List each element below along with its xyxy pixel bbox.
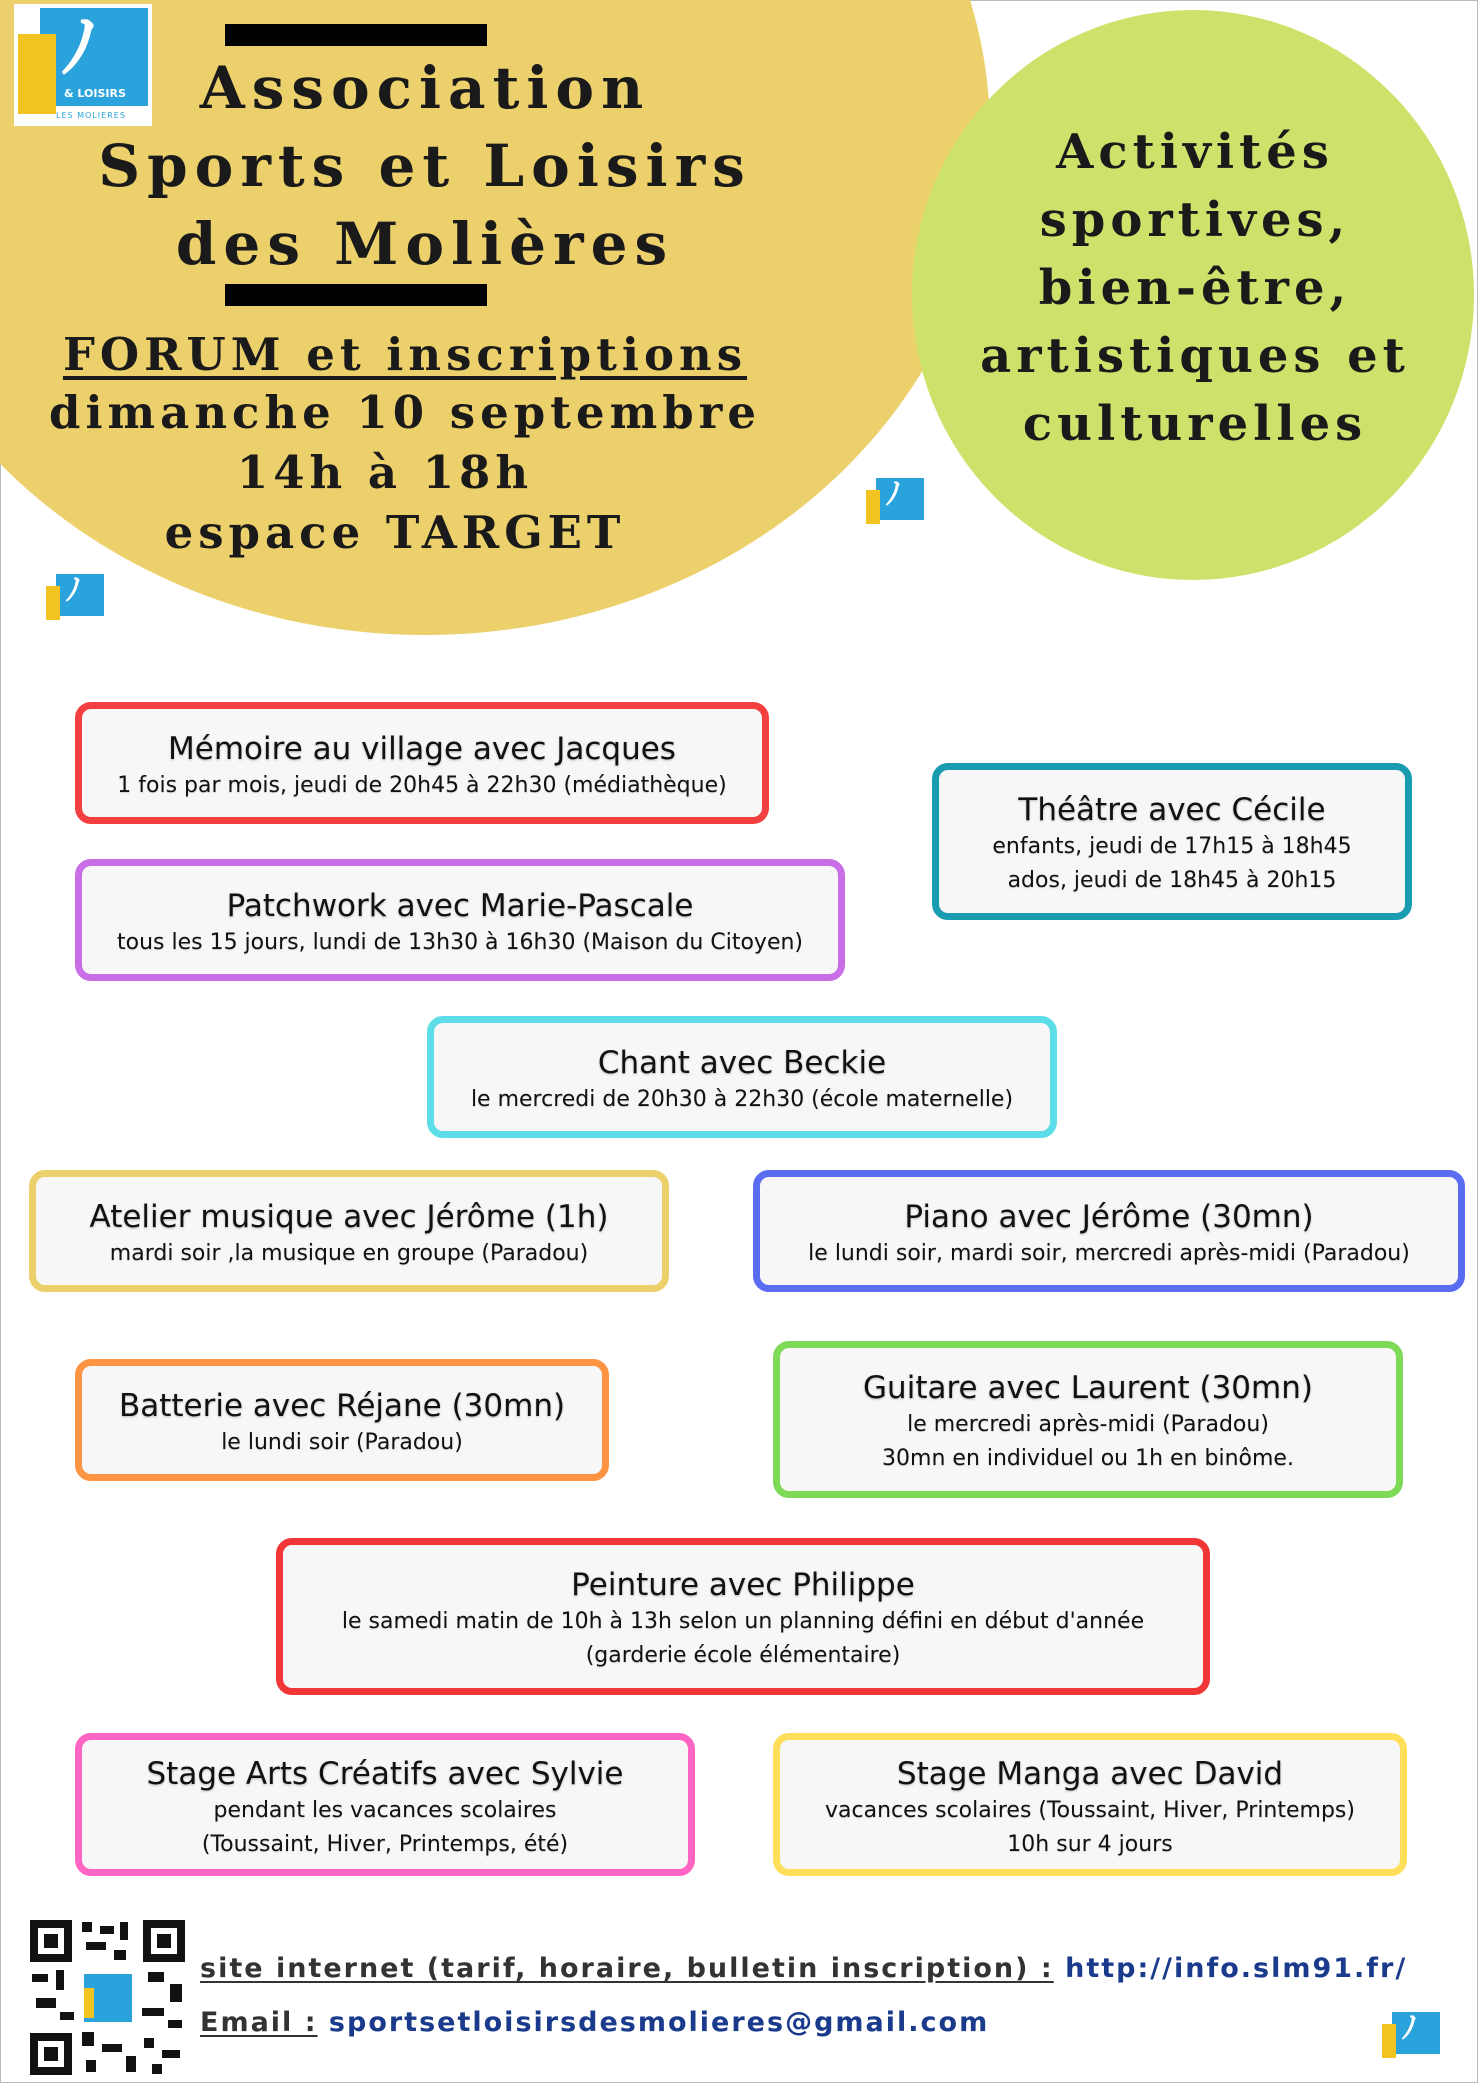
activity-detail: (Toussaint, Hiver, Printemps, été): [201, 1832, 569, 1857]
small-logo-middle: ﾉ: [862, 476, 928, 536]
forum-label: FORUM et inscriptions: [62, 328, 748, 381]
activity-guitare: [773, 1341, 1403, 1498]
tagline-line-4: artistiques et: [980, 328, 1410, 384]
activity-title: Piano avec Jérôme (30mn): [904, 1199, 1314, 1235]
tagline-line-3: bien-être,: [1038, 260, 1352, 316]
forum-hours: 14h à 18h: [236, 446, 534, 499]
activity-title: Stage Arts Créatifs avec Sylvie: [146, 1756, 624, 1792]
tagline: [930, 118, 1460, 458]
activity-batterie: [75, 1359, 609, 1481]
tagline-line-1: Activités: [1056, 124, 1334, 180]
small-logo-bottom-right: ﾉ: [1378, 2010, 1444, 2070]
website-label: site internet (tarif, horaire, bulletin inscription) :: [200, 1953, 1054, 1984]
activity-chant: [427, 1016, 1057, 1138]
activity-piano: [753, 1170, 1465, 1292]
activity-title: Patchwork avec Marie-Pascale: [226, 888, 694, 924]
activity-title: Guitare avec Laurent (30mn): [863, 1370, 1313, 1406]
tagline-line-2: sportives,: [1039, 192, 1351, 248]
activity-detail: le mercredi de 20h30 à 22h30 (école maternelle): [470, 1087, 1014, 1112]
title-bar-top: [225, 24, 487, 46]
forum-date: dimanche 10 septembre: [48, 386, 762, 439]
activity-title: Mémoire au village avec Jacques: [168, 731, 676, 767]
title-bar-bottom: [225, 284, 487, 306]
activity-detail: (garderie école élémentaire): [585, 1643, 901, 1668]
activity-title: Chant avec Beckie: [597, 1045, 887, 1081]
activity-peinture: [276, 1538, 1210, 1695]
activity-title: Peinture avec Philippe: [571, 1567, 915, 1603]
activity-memoire: [75, 702, 769, 824]
activity-detail: le mercredi après-midi (Paradou): [907, 1412, 1269, 1437]
forum-venue: espace TARGET: [164, 506, 626, 559]
activity-detail: pendant les vacances scolaires: [213, 1798, 557, 1823]
activity-detail: 10h sur 4 jours: [1007, 1832, 1173, 1857]
small-logo-left: ﾉ: [42, 572, 108, 632]
activity-detail: 30mn en individuel ou 1h en binôme.: [882, 1446, 1294, 1471]
activity-detail: le samedi matin de 10h à 13h selon un planning défini en début d'année: [341, 1609, 1145, 1634]
logo-subtext: LES MOLIERES: [56, 111, 126, 120]
activity-detail: ados, jeudi de 18h45 à 20h15: [1007, 868, 1337, 893]
activity-detail: vacances scolaires (Toussaint, Hiver, Printemps): [825, 1798, 1355, 1823]
activity-detail: enfants, jeudi de 17h15 à 18h45: [992, 834, 1352, 859]
activity-detail: le lundi soir (Paradou): [221, 1430, 463, 1455]
association-title-line-1: Association: [199, 54, 651, 122]
activity-theatre: [932, 763, 1412, 920]
activity-title: Théâtre avec Cécile: [1018, 792, 1326, 828]
email-link[interactable]: sportsetloisirsdesmolieres@gmail.com: [328, 2007, 990, 2038]
logo-text: & LOISIRS: [64, 87, 126, 100]
association-title-line-2: Sports et Loisirs: [98, 132, 752, 200]
activity-title: Batterie avec Réjane (30mn): [118, 1388, 566, 1424]
activity-detail: le lundi soir, mardi soir, mercredi après-midi (Paradou): [808, 1241, 1410, 1266]
activity-detail: mardi soir ,la musique en groupe (Paradou): [109, 1241, 589, 1266]
activity-detail: tous les 15 jours, lundi de 13h30 à 16h30 (Maison du Citoyen): [116, 930, 804, 955]
association-title-line-3: des Molières: [175, 210, 675, 278]
qr-code[interactable]: [30, 1920, 185, 2075]
email-label: Email :: [200, 2007, 318, 2038]
activity-detail: 1 fois par mois, jeudi de 20h45 à 22h30 (médiathèque): [117, 773, 727, 798]
website-link[interactable]: http://info.slm91.fr/: [1065, 1953, 1408, 1984]
runner-icon: ﾉ: [62, 6, 97, 88]
activity-manga: [773, 1733, 1407, 1876]
email-line: [200, 2007, 989, 2038]
activity-title: Stage Manga avec David: [896, 1756, 1284, 1792]
activity-patchwork: [75, 859, 845, 981]
activity-title: Atelier musique avec Jérôme (1h): [89, 1199, 609, 1235]
website-line: [200, 1953, 1407, 1984]
tagline-line-5: culturelles: [1022, 396, 1368, 452]
activity-arts-creatifs: [75, 1733, 695, 1876]
activity-atelier-musique: [29, 1170, 669, 1292]
